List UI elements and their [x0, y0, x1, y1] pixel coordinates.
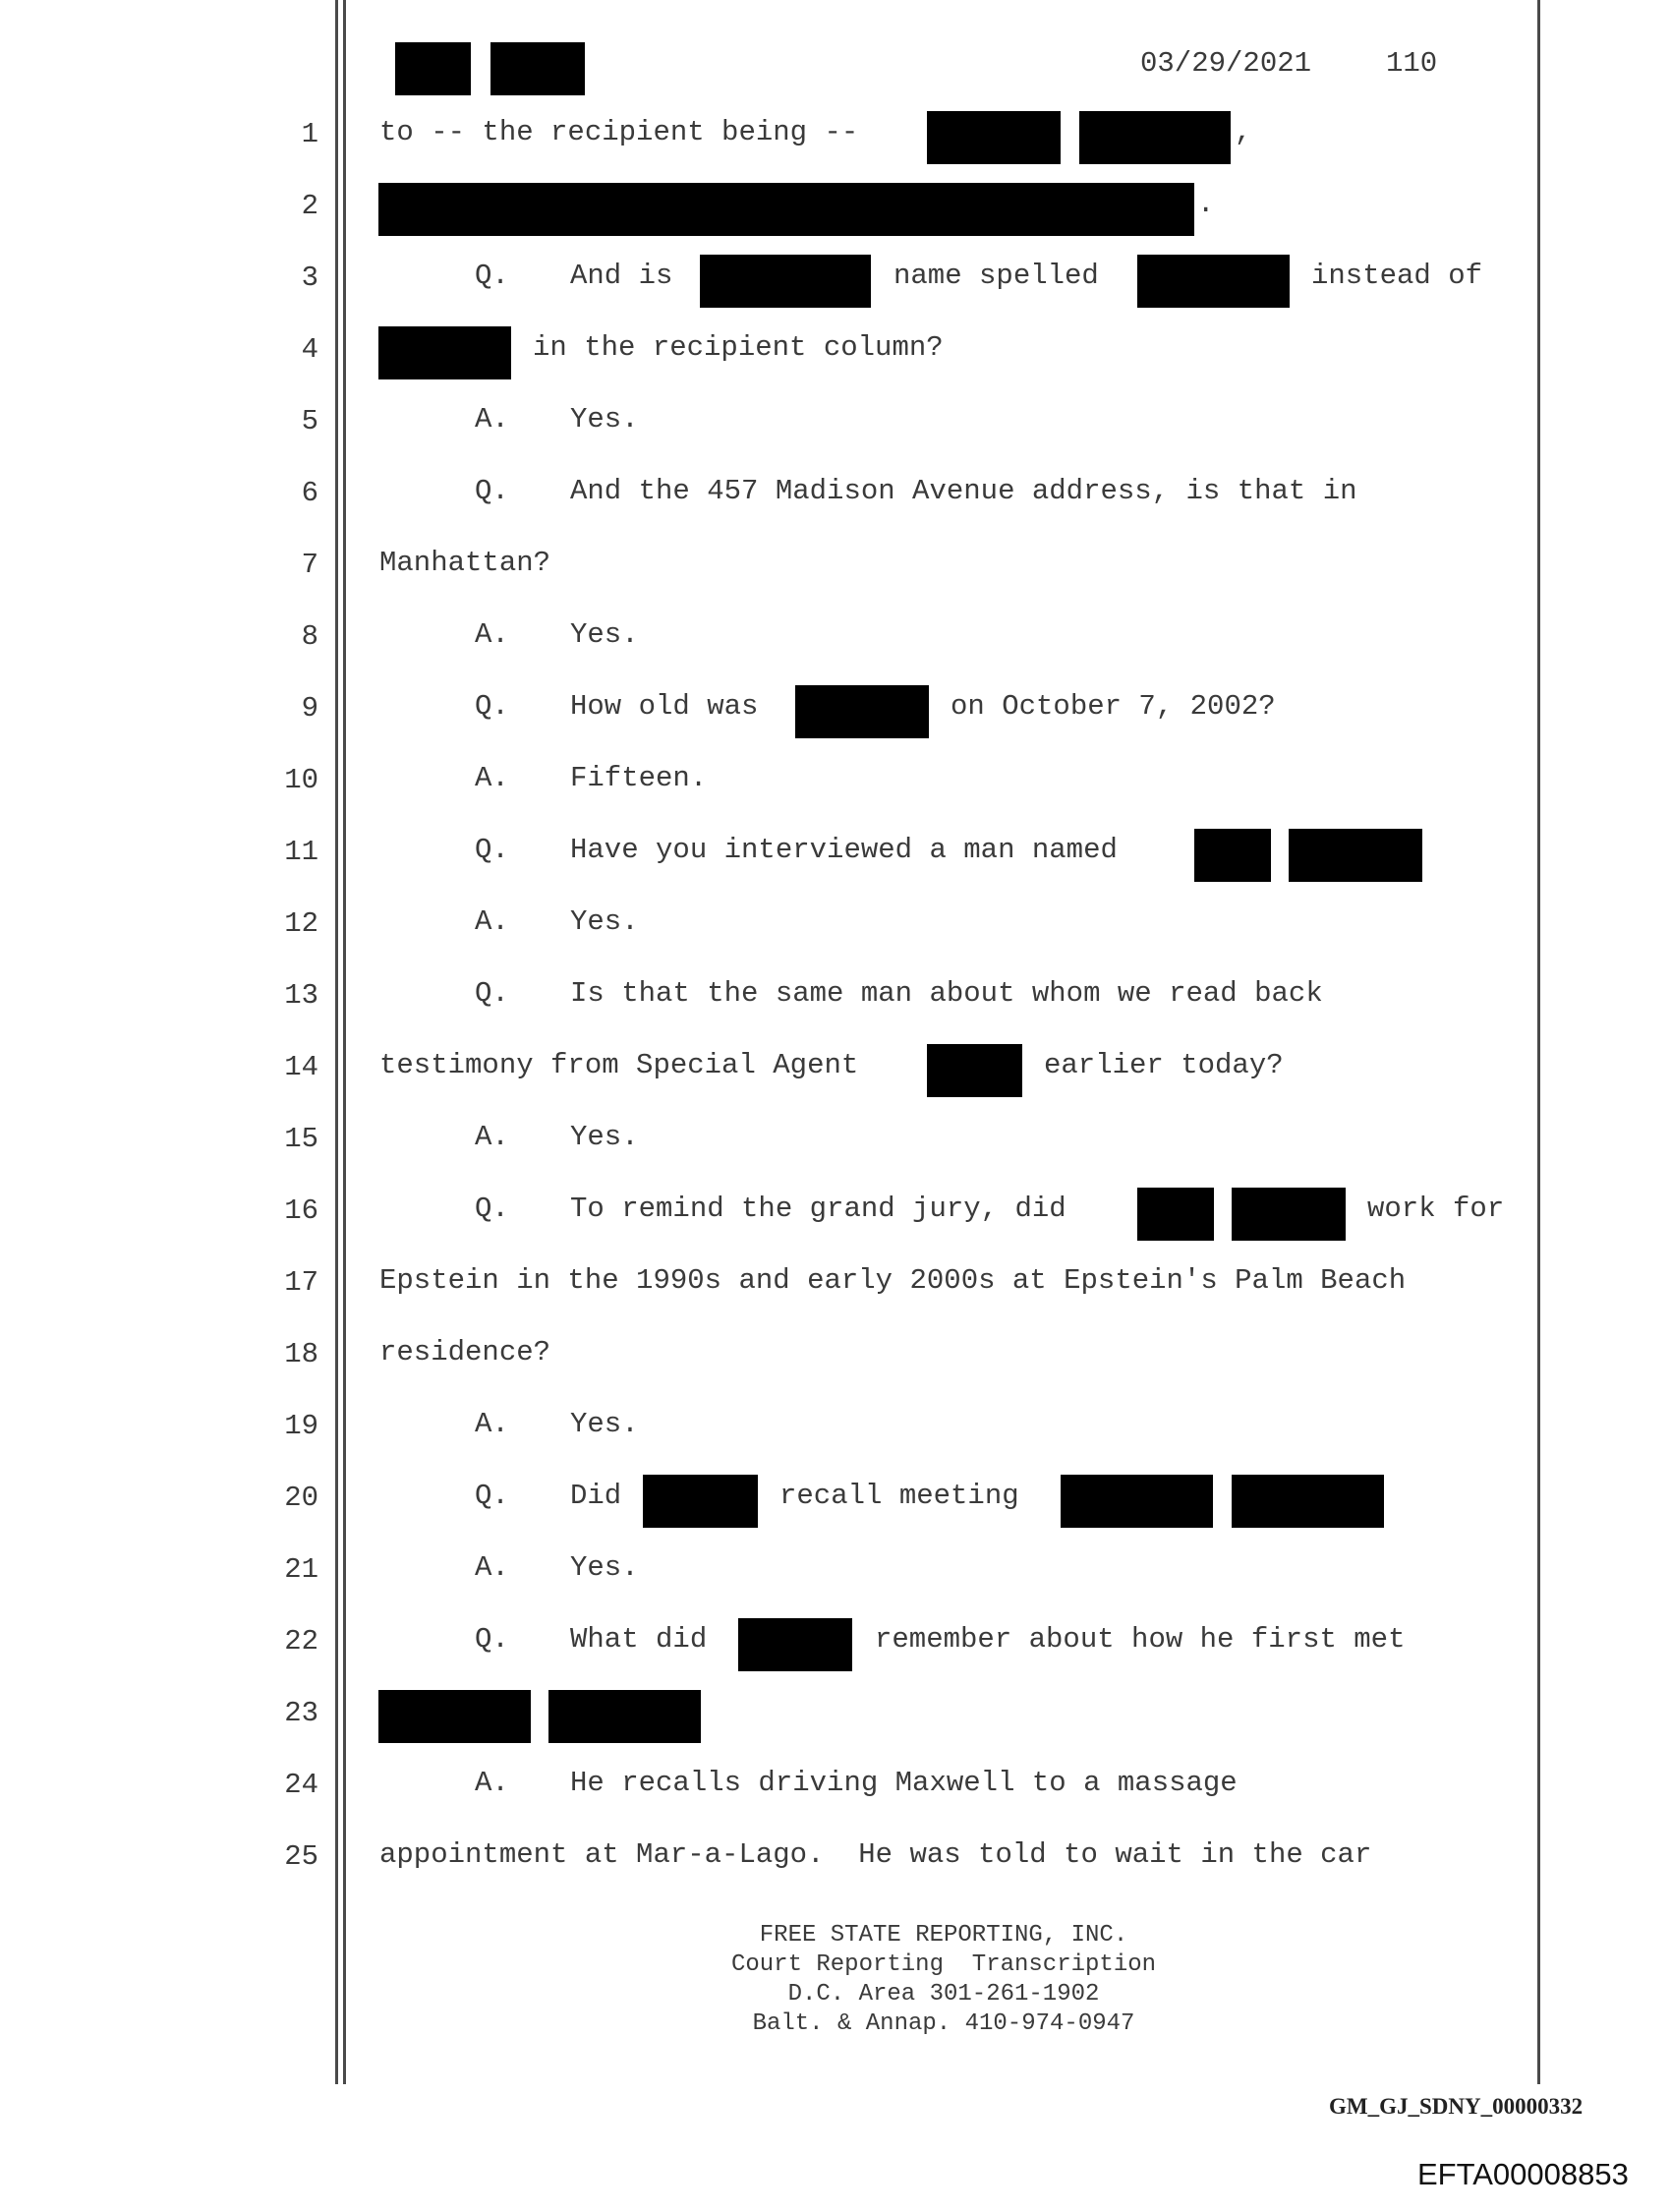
- line-number: 8: [301, 620, 318, 653]
- speaker-label: Q.: [475, 260, 509, 292]
- speaker-label: Q.: [475, 1193, 509, 1225]
- transcript-text: ,: [1235, 116, 1252, 148]
- line-number: 9: [301, 692, 318, 725]
- transcript-text: Fifteen.: [570, 762, 708, 794]
- speaker-label: Q.: [475, 977, 509, 1010]
- redaction-bar: [378, 326, 511, 379]
- header-page-number: 110: [1386, 47, 1438, 80]
- speaker-label: A.: [475, 762, 509, 794]
- redaction-bar: [548, 1690, 701, 1743]
- transcript-text: Have you interviewed a man named: [570, 834, 1118, 866]
- transcript-text: instead of: [1311, 260, 1483, 292]
- transcript-text: name spelled: [893, 260, 1099, 292]
- transcript-text: appointment at Mar-a-Lago. He was told to wait in the car: [379, 1838, 1372, 1871]
- line-number: 13: [284, 979, 318, 1012]
- footer-company: FREE STATE REPORTING, INC.: [759, 1922, 1128, 1949]
- speaker-label: Q.: [475, 1623, 509, 1656]
- line-number: 19: [284, 1410, 318, 1442]
- transcript-text: And the 457 Madison Avenue address, is that in: [570, 475, 1357, 507]
- speaker-label: Q.: [475, 1480, 509, 1512]
- line-number: 15: [284, 1123, 318, 1155]
- transcript-text: to -- the recipient being --: [379, 116, 859, 148]
- line-number: 1: [301, 118, 318, 150]
- redaction-bar: [1194, 829, 1271, 882]
- transcript-text: Yes.: [570, 618, 639, 651]
- line-number: 25: [284, 1840, 318, 1873]
- redaction-bar: [795, 685, 929, 738]
- transcript-text: Epstein in the 1990s and early 2000s at Epstein's Palm Beach: [379, 1264, 1407, 1297]
- speaker-label: Q.: [475, 475, 509, 507]
- line-number: 11: [284, 836, 318, 868]
- redaction-bar: [378, 183, 1194, 236]
- transcript-text: in the recipient column?: [533, 331, 944, 364]
- redaction-bar: [643, 1475, 758, 1528]
- line-number: 18: [284, 1338, 318, 1370]
- redaction-bar: [378, 1690, 531, 1743]
- line-number: 16: [284, 1194, 318, 1227]
- line-number: 17: [284, 1266, 318, 1299]
- transcript-text: How old was: [570, 690, 759, 723]
- speaker-label: Q.: [475, 690, 509, 723]
- redaction-bar: [738, 1618, 852, 1671]
- transcript-text: testimony from Special Agent: [379, 1049, 859, 1081]
- redaction-bar: [1232, 1475, 1384, 1528]
- line-number: 3: [301, 262, 318, 294]
- transcript-text: To remind the grand jury, did: [570, 1193, 1066, 1225]
- speaker-label: A.: [475, 1551, 509, 1584]
- left-margin-rule-outer: [335, 0, 338, 2084]
- redaction-bar: [1289, 829, 1422, 882]
- transcript-text: .: [1197, 188, 1215, 220]
- line-number: 6: [301, 477, 318, 509]
- redaction-bar: [1061, 1475, 1213, 1528]
- transcript-text: He recalls driving Maxwell to a massage: [570, 1767, 1238, 1799]
- speaker-label: A.: [475, 905, 509, 938]
- transcript-text: residence?: [379, 1336, 551, 1368]
- transcript-text: work for: [1367, 1193, 1505, 1225]
- footer-dc-phone: D.C. Area 301-261-1902: [787, 1981, 1100, 2008]
- transcript-text: Did: [570, 1480, 622, 1512]
- line-number: 20: [284, 1482, 318, 1514]
- header-date: 03/29/2021: [1140, 47, 1312, 80]
- redaction-bar: [927, 111, 1061, 164]
- speaker-label: A.: [475, 1408, 509, 1440]
- redaction-bar: [1232, 1188, 1346, 1241]
- transcript-text: Yes.: [570, 1551, 639, 1584]
- line-number: 12: [284, 907, 318, 940]
- redaction-bar: [1137, 255, 1290, 308]
- line-number: 22: [284, 1625, 318, 1658]
- redaction-bar: [1137, 1188, 1214, 1241]
- redaction-bar: [927, 1044, 1022, 1097]
- footer-balt-phone: Balt. & Annap. 410-974-0947: [752, 2010, 1135, 2037]
- transcript-text: Yes.: [570, 905, 639, 938]
- line-number: 5: [301, 405, 318, 437]
- redaction-bar: [1079, 111, 1231, 164]
- speaker-label: Q.: [475, 834, 509, 866]
- right-margin-rule: [1537, 0, 1540, 2084]
- transcript-text: remember about how he first met: [875, 1623, 1406, 1656]
- line-number: 24: [284, 1769, 318, 1801]
- transcript-text: on October 7, 2002?: [951, 690, 1276, 723]
- line-number: 10: [284, 764, 318, 796]
- redaction-bar: [490, 42, 585, 95]
- speaker-label: A.: [475, 403, 509, 436]
- line-number: 7: [301, 549, 318, 581]
- transcript-text: Is that the same man about whom we read back: [570, 977, 1323, 1010]
- line-number: 4: [301, 333, 318, 366]
- transcript-text: And is: [570, 260, 673, 292]
- speaker-label: A.: [475, 1767, 509, 1799]
- transcript-text: earlier today?: [1044, 1049, 1284, 1081]
- speaker-label: A.: [475, 1121, 509, 1153]
- line-number: 2: [301, 190, 318, 222]
- footer-services: Court Reporting Transcription: [730, 1951, 1157, 1978]
- line-number: 21: [284, 1553, 318, 1586]
- transcript-text: What did: [570, 1623, 708, 1656]
- transcript-text: Yes.: [570, 1121, 639, 1153]
- speaker-label: A.: [475, 618, 509, 651]
- line-number: 23: [284, 1697, 318, 1729]
- efta-number: EFTA00008853: [1417, 2157, 1629, 2191]
- bates-number: GM_GJ_SDNY_00000332: [1329, 2094, 1584, 2119]
- transcript-text: recall meeting: [779, 1480, 1019, 1512]
- redaction-bar: [700, 255, 871, 308]
- line-number: 14: [284, 1051, 318, 1083]
- reporter-footer: [590, 1921, 1297, 2039]
- redaction-bar: [395, 42, 471, 95]
- left-margin-rule-inner: [343, 0, 346, 2084]
- transcript-text: Yes.: [570, 403, 639, 436]
- transcript-text: Manhattan?: [379, 547, 551, 579]
- transcript-text: Yes.: [570, 1408, 639, 1440]
